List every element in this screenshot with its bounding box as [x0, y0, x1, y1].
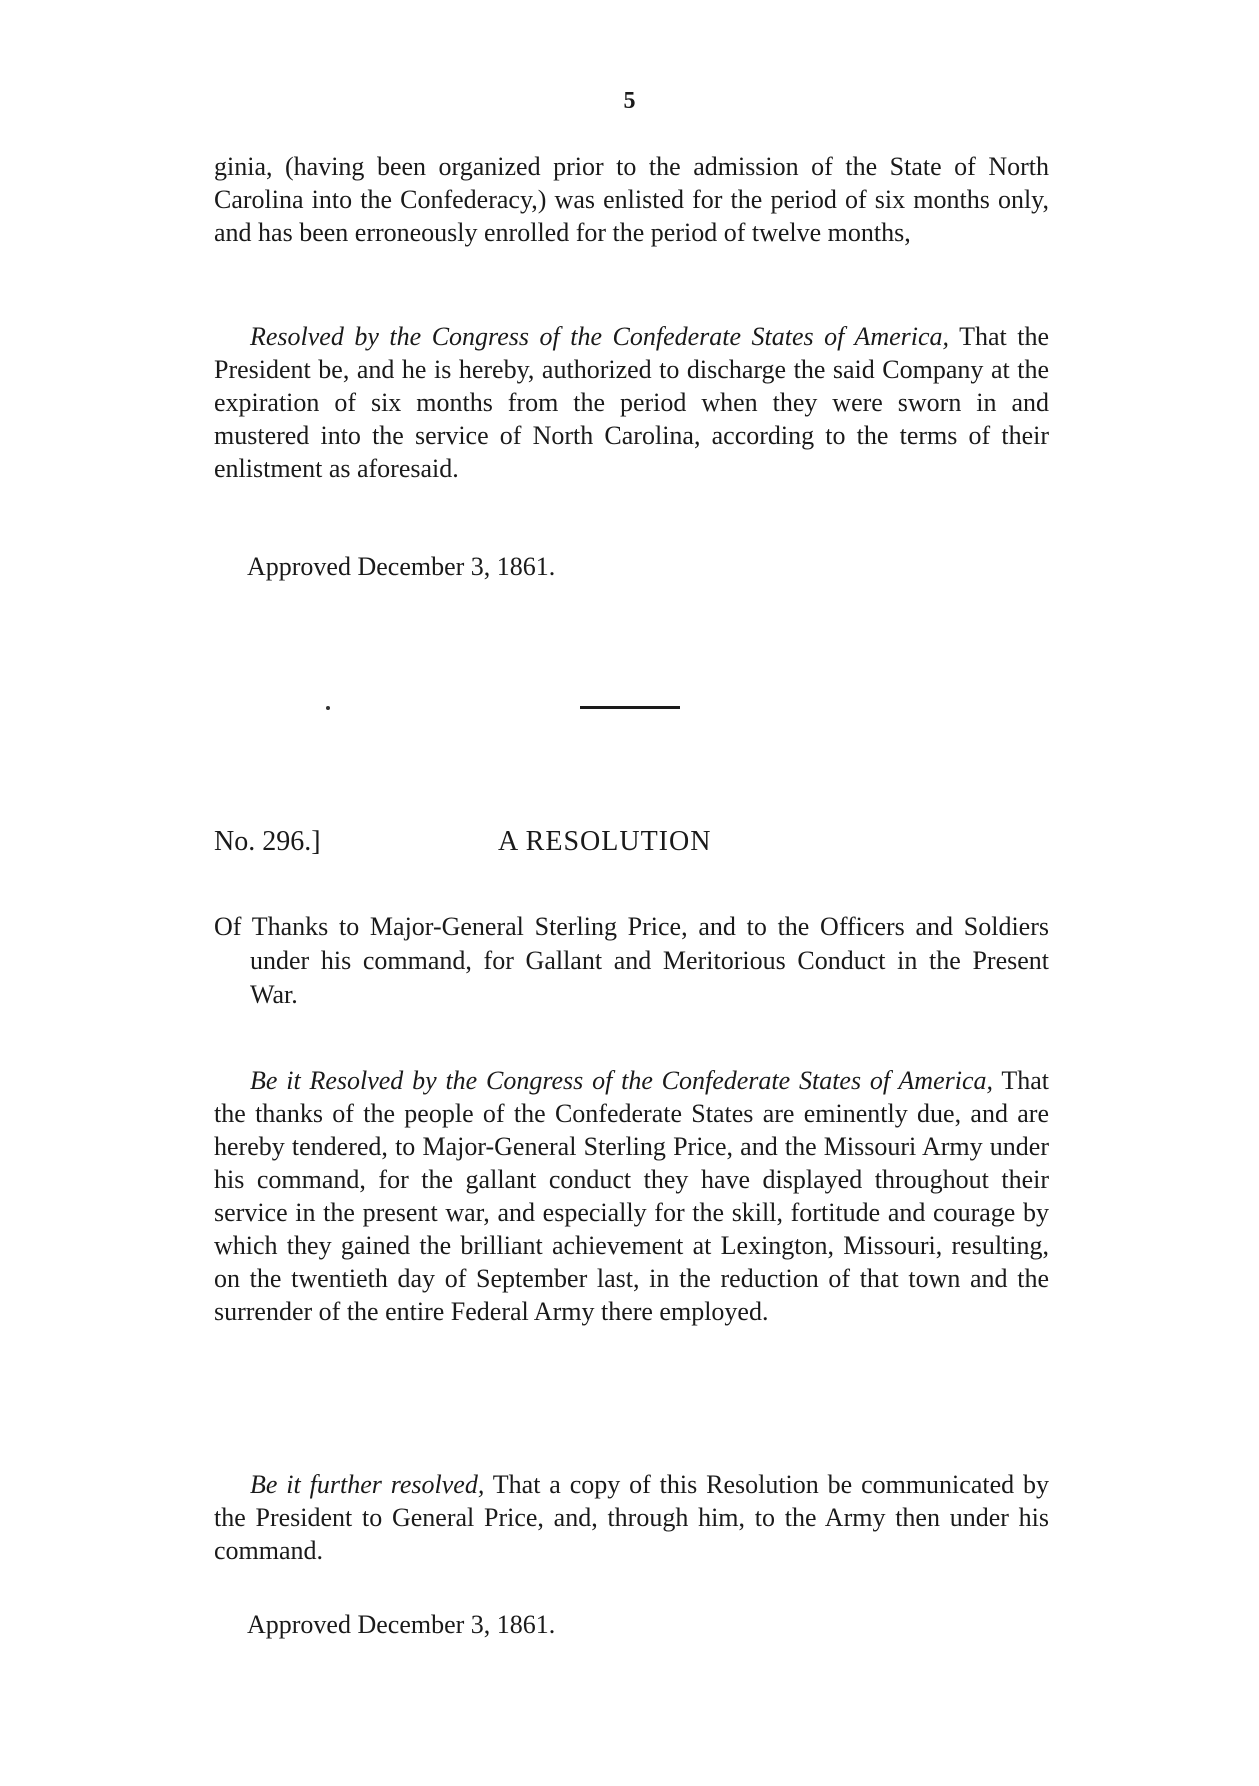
continued-paragraph	[214, 150, 1049, 249]
section-divider	[580, 706, 680, 709]
second-clause-lead-in: Be it further resolved,	[250, 1470, 485, 1499]
resolved-paragraph-text: That the President be, and he is hereby, authorized to discharge the said Company at the expiration of six months from the period when they were sworn in and mustered into the service of North Carolina, according to the terms of their enlistment as aforesaid.	[214, 322, 1049, 483]
first-clause-text: That the thanks of the people of the Confederate States are eminently due, and are hereby tendered, to Major-General Sterling Price, and the Missouri Army under his command, for the gallant conduct they have displayed throughout their service in the present war, and especially for the skill, fortitude and courage by which they gained the brilliant achievement at Lexington, Missouri, resulting, on the twentieth day of September last, in the reduction of that town and the surrender of the entire Federal Army there employed.	[214, 1066, 1049, 1326]
resolution-second-clause	[214, 1468, 1049, 1567]
resolved-lead-in: Resolved by the Congress of the Confederate States of America,	[250, 322, 950, 351]
resolution-heading: A RESOLUTION	[498, 826, 712, 857]
resolution-number: No. 296.]	[214, 826, 321, 857]
first-clause-lead-in: Be it Resolved by the Congress of the Confederate States of America,	[250, 1066, 994, 1095]
resolution-first-clause	[214, 1064, 1049, 1328]
continued-paragraph-text: ginia, (having been organized prior to the admission of the State of North Carolina into the Confederacy,) was enlisted for the period of six months only, and has been erroneously enrolled for the period of twelve months,	[214, 152, 1049, 247]
approved-date-first: Approved December 3, 1861.	[247, 552, 556, 581]
approved-date-second: Approved December 3, 1861.	[247, 1610, 556, 1639]
resolved-paragraph	[214, 320, 1049, 485]
print-speck	[326, 706, 330, 710]
second-clause-text: That a copy of this Resolution be communicated by the President to General Price, and, through him, to the Army then under his command.	[214, 1470, 1050, 1565]
page-number: 5	[623, 88, 636, 114]
resolution-title: Of Thanks to Major-General Sterling Price, and to the Officers and Soldiers under his command, for Gallant and Meritorious Conduct in the Present War.	[214, 912, 1049, 1009]
